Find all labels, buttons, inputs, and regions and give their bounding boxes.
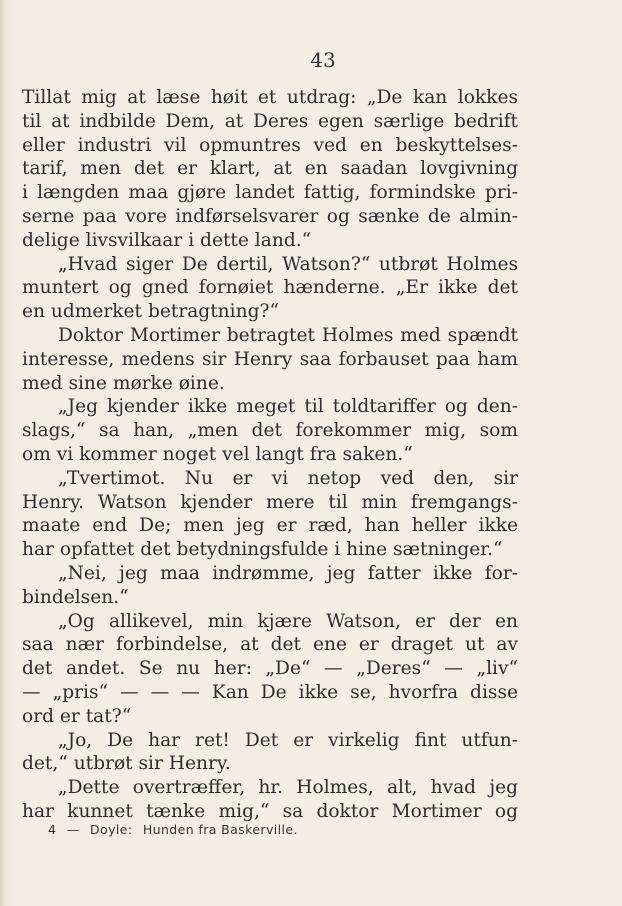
text-line: om vi kommer noget vel langt fra saken.“ [22, 443, 413, 465]
footer-title: Hunden fra Baskerville. [142, 822, 298, 837]
footer-sheet-number: 4 [48, 822, 57, 837]
text-line: Henry. Watson kjender mere til min fremgangs- [22, 491, 518, 513]
text-line: har kunnet tænke mig,“ sa doktor Mortimer og [22, 800, 518, 822]
text-line: en udmerket betragtning?“ [22, 301, 279, 323]
text-line: slags,“ sa han, „men det forekommer mig, som [22, 420, 518, 442]
body-text [22, 86, 518, 824]
text-line: det andet. Se nu her: „De“ — „Deres“ — „liv“ [22, 658, 518, 680]
text-line: „Hvad siger De dertil, Watson?“ utbrøt Holmes [58, 253, 518, 275]
text-line: bindelsen.“ [22, 586, 129, 608]
text-line: muntert og gned fornøiet hænderne. „Er ikke det [22, 277, 518, 299]
text-line: „Dette overtræffer, hr. Holmes, alt, hvad jeg [58, 777, 518, 799]
text-line: „Nei, jeg maa indrømme, jeg fatter ikke for- [58, 562, 518, 584]
text-line: maate end De; men jeg er ræd, han heller ikke [22, 515, 518, 537]
text-line: interesse, medens sir Henry saa forbauset paa ham [22, 348, 518, 370]
text-line: tarif, men det er klart, at en saadan lovgivning [22, 158, 518, 180]
text-line: delige livsvilkaar i dette land.“ [22, 229, 312, 251]
text-line: eller industri vil opmuntres ved en beskyttelses- [22, 134, 518, 156]
text-line: „Jeg kjender ikke meget til toldtariffer og den- [58, 396, 518, 418]
text-line: har opfattet det betydningsfulde i hine sætninger.“ [22, 539, 503, 561]
text-line: „Tvertimot. Nu er vi netop ved den, sir [58, 467, 518, 489]
text-line: „Jo, De har ret! Det er virkelig fint utfun- [58, 729, 518, 751]
page-footer [48, 822, 304, 837]
text-line: Tillat mig at læse høit et utdrag: „De kan lokkes [22, 87, 518, 108]
text-line: i længden maa gjøre landet fattig, formindske pri- [22, 182, 518, 204]
text-line: ord er tat?“ [22, 705, 132, 727]
page-number: 43 [310, 48, 336, 72]
footer-author: Doyle: [90, 822, 133, 837]
text-line: til at indbilde Dem, at Deres egen særlige bedrift [22, 110, 518, 132]
text-line: saa nær forbindelse, at det ene er draget ut av [22, 634, 518, 656]
text-line: „Og allikevel, min kjære Watson, er der en [58, 610, 518, 632]
text-line: det,“ utbrøt sir Henry. [22, 753, 231, 775]
text-line: med sine mørke øine. [22, 372, 225, 394]
text-line: serne paa vore indførselsvarer og sænke de almin- [22, 205, 518, 227]
page-spine-shadow [0, 0, 6, 906]
footer-dash: — [66, 822, 80, 837]
text-line: Doktor Mortimer betragtet Holmes med spændt [58, 324, 518, 346]
text-line: — „pris“ — — — Kan De ikke se, hvorfra disse [22, 681, 518, 703]
